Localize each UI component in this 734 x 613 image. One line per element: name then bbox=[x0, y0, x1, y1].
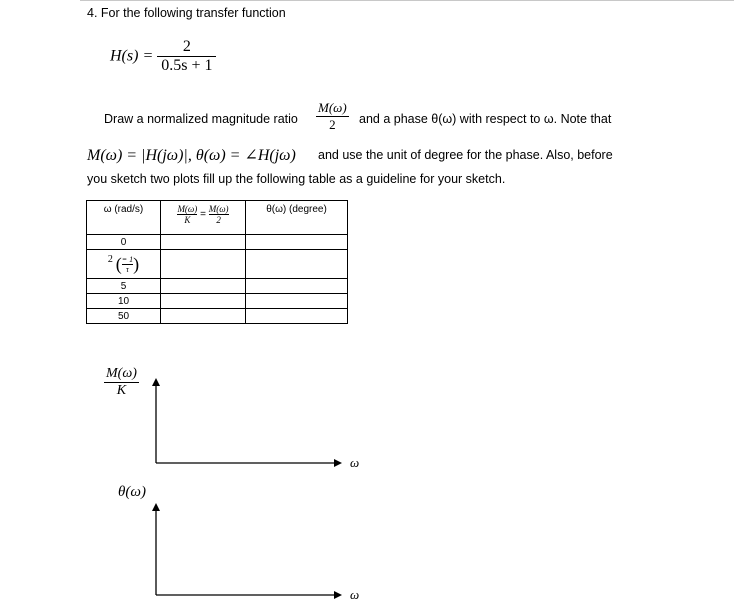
header-magnitude: $\frac{M(\omega)}{K}$ = $\frac{M(\omega)}{2}$ bbox=[161, 201, 246, 235]
draw-prefix: Draw a normalized magnitude ratio bbox=[104, 112, 298, 126]
ratio-denominator: 2 bbox=[316, 116, 349, 133]
magnitude-plot-axes bbox=[156, 380, 340, 463]
tf-numerator: 2 bbox=[182, 38, 191, 55]
omega-cell: 10 bbox=[87, 294, 161, 309]
omega-cell: 5 bbox=[87, 279, 161, 294]
header-phase: θ(ω) (degree) bbox=[246, 201, 348, 235]
draw-suffix: and a phase θ(ω) with respect to ω. Note that bbox=[359, 112, 612, 126]
tf-denominator: 0.5s + 1 bbox=[157, 56, 216, 75]
identity-suffix: and use the unit of degree for the phase. Also, before bbox=[318, 148, 613, 162]
omega-cell: 2 ( $\frac{= 1}{\tau}$ ) bbox=[87, 250, 161, 279]
instruction-line: you sketch two plots fill up the following table as a guideline for your sketch. bbox=[87, 172, 506, 186]
identity-equation: M(ω) = |H(jω)|, θ(ω) = ∠H(jω) bbox=[87, 147, 296, 164]
header-omega: ω (rad/s) bbox=[87, 201, 161, 235]
phase-x-label: ω bbox=[350, 587, 360, 602]
phase-axis-label: θ(ω) bbox=[118, 484, 146, 500]
magnitude-axis-label: $\frac{M(\omega)}{K}$ bbox=[106, 366, 137, 398]
magnitude-x-label: ω bbox=[350, 455, 360, 470]
omega-cell: 0 bbox=[87, 235, 161, 250]
problem-heading: 4. For the following transfer function bbox=[87, 6, 286, 20]
ratio-numerator: M(ω) bbox=[318, 100, 347, 115]
phase-plot-axes bbox=[156, 505, 340, 595]
tf-lhs: H(s) = bbox=[110, 47, 154, 65]
omega-cell: 50 bbox=[87, 309, 161, 324]
